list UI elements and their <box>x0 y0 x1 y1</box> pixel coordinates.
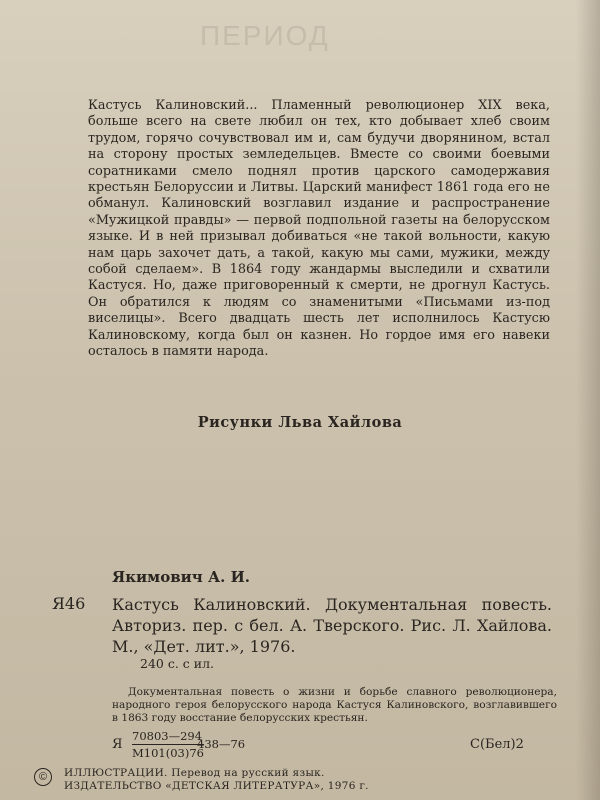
faint-bleed-through-heading: ПЕРИОД <box>200 20 330 51</box>
copyright-notice <box>64 767 564 793</box>
catalog-code-letter: Я <box>112 737 123 752</box>
catalog-code-tail: 438—76 <box>197 737 246 751</box>
copyright-line-2: ИЗДАТЕЛЬСТВО «ДЕТСКАЯ ЛИТЕРАТУРА», 1976 г. <box>64 780 369 792</box>
intro-paragraph <box>88 98 550 361</box>
catalog-code-fraction <box>132 729 204 760</box>
catalog-pages: 240 с. с ил. <box>140 656 214 671</box>
illustrator-credit: Рисунки Льва Хайлова <box>197 414 403 431</box>
catalog-annotation: Документальная повесть о жизни и борьбе славного революционера, народного героя белорусского народа Кастуся Калиновского, возглавившего в 1863 году восстание белорусских крестьян. <box>112 686 557 724</box>
catalog-bbk: С(Бел)2 <box>470 737 524 752</box>
catalog-classification: Я46 <box>52 594 86 613</box>
copyright-line-1: ИЛЛЮСТРАЦИИ. Перевод на русский язык. <box>64 767 325 779</box>
catalog-code-denominator: М101(03)76 <box>132 746 204 760</box>
intro-text: Кастусь Калиновский... Пламенный революционер XIX века, больше всего на свете любил он тех, кто добывает хлеб своим трудом, горячо сочувствовал им и, сам будучи дворянином, встал на сторону простых земледельцев. Вместе со своими боевыми соратниками смело поднял против царского самодержавия крестьян Белоруссии и Литвы. Царский манифест 1861 года его не обманул. Калиновский возглавил издание и распространение «Мужицкой правды» — первой подпольной газеты на белорусском языке. И в ней призывал добиваться «не такой вольности, какую нам царь захочет дать, а такой, какую мы сами, мужики, между собой сделаем». В 1864 году жандармы выследили и схватили Кастуся. Но, даже приговоренный к смерти, не дрогнул Кастусь. Он обратился к людям со знаменитыми «Письмами из-под виселицы». Всего двадцать шесть лет исполнилось Кастусю Калиновскому, когда был он казнен. Но гордое имя его навеки осталось в памяти народа. <box>88 98 550 360</box>
catalog-author: Якимович А. И. <box>112 568 251 586</box>
copyright-icon: © <box>34 768 52 786</box>
page-edge-shadow <box>576 0 600 800</box>
catalog-code-numerator: 70803—294 <box>132 729 203 743</box>
catalog-description: Кастусь Калиновский. Документальная повесть. Авториз. пер. с бел. А. Тверского. Рис. Л. Хайлова. М., «Дет. лит.», 1976. <box>112 595 552 656</box>
